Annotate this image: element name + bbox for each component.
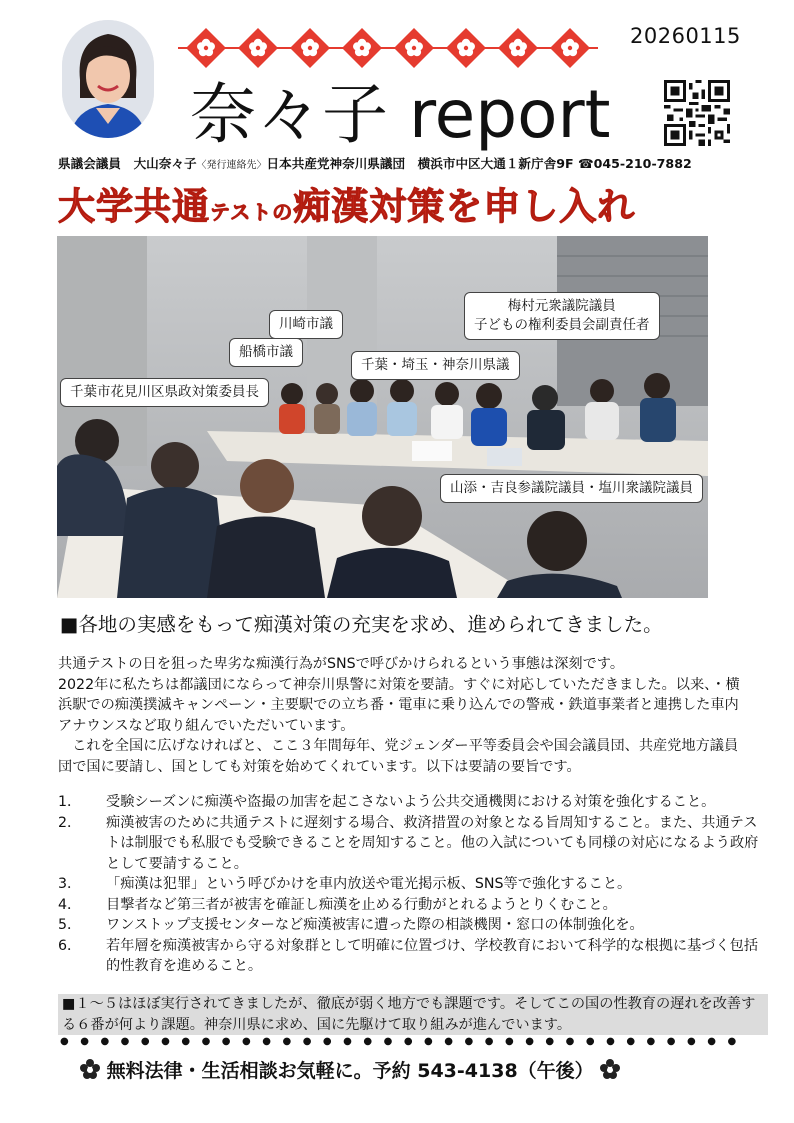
byline-address: 日本共産党神奈川県議団 横浜市中区大通１新庁舎9F [266,156,574,171]
byline [58,153,692,172]
footer-consultation [80,1056,620,1084]
article-subhead: ■各地の実感をもって痴漢対策の充実を求め、進められてきました。 [60,613,663,636]
callout-prefectural: 千葉・埼玉・神奈川県議 [351,351,520,380]
demand-list [58,792,770,977]
plum-blossom-strip [178,24,598,72]
byline-publisher-label: 〈発行連絡先〉 [196,160,267,171]
demand-item: 4． 目撃者など第三者が被害を確証し痴漢を止める行動がとれるようとりくむこと。 [58,896,617,913]
demand-item: 1． 受験シーズンに痴漢や盗撮の加害を起こさないよう公共交通機関における対策を強化すること。 [58,794,716,810]
flower-icon [80,1059,100,1084]
demand-item: 6． 若年層を痴漢被害から守る対象群として明確に位置づけ、学校教育において科学的な根拠に基づく包括的性教育を進めること。 [58,937,759,974]
callout-yamazoe: 山添・吉良参議院議員・塩川衆議院議員 [440,474,703,503]
callout-umemura: 梅村元衆議院議員 子どもの権利委員会副責任者 [464,292,660,340]
masthead-title: 奈々子 report [190,76,611,153]
summary-note: ■１～５はほぼ実行されてきましたが、徹底が弱く地方でも課題です。そしてこの国の性教育の遅れを改善する６番が何より課題。神奈川県に求め、国に先駆けて取り組みが進んでいます。 [58,994,768,1035]
demand-item: 2． 痴漢被害のために共通テストに遅刻する場合、救済措置の対象となる旨周知すること。また、共通テストは制服でも私服でも受験できることを周知すること。他の入試についても同様の対応になるよう政府として要請すること。 [58,814,759,872]
callout-hanamigawa: 千葉市花見川区県政対策委員長 [60,378,269,407]
intro-paragraph: 共通テストの日を狙った卑劣な痴漢行為がSNSで呼びかけられるという事態は深刻です。 [58,656,625,672]
demand-item: 3． 「痴漢は犯罪」という呼びかけを車内放送や電光掲示板、SNS等で強化すること。 [58,876,632,892]
issue-date: 20260115 [630,24,741,48]
headline [58,176,635,230]
byline-role: 県議会議員 大山奈々子 [58,156,197,171]
dot-divider: ●●●●●●●●●●●●●●●●●●●●●●●●●●●●●●●●●● [60,1036,748,1047]
byline-phone: 045-210-7882 [593,156,692,171]
phone-icon: ☎ [577,156,594,171]
intro-paragraph: これを全国に広げなければと、ここ３年間毎年、党ジェンダー平等委員会や国会議員団、共産党地方議員団で国に要請し、国としても対策を始めてくれています。以下は要請の要旨です。 [58,738,739,775]
flower-icon [600,1059,620,1084]
demand-item: 5． ワンストップ支援センターなど痴漢被害に遭った際の相談機関・窓口の体制強化を。 [58,917,644,933]
headline-part-a: 大学共通 [58,185,210,228]
qr-code-icon [664,80,730,146]
footer-text: 無料法律・生活相談お気軽に。予約 543-4138（午後） [106,1060,594,1082]
headline-part-c: 痴漢対策を申し入れ [293,185,636,228]
headline-part-b: テストの [210,200,294,224]
intro-paragraph: 2022年に私たちは都議団にならって神奈川県警に対策を要請。すぐに対応していただきました。以来、・横浜駅での痴漢撲滅キャンペーン・主要駅での立ち番・電車に乗り込んでの警戒・鉄道事業者と連携した車内アナウンスなど取り組んでいただいています。 [58,676,740,734]
portrait-photo [62,20,154,138]
meeting-photo [57,236,708,598]
article-intro [58,654,748,777]
callout-funabashi: 船橋市議 [229,338,303,367]
callout-kawasaki: 川崎市議 [269,310,343,339]
